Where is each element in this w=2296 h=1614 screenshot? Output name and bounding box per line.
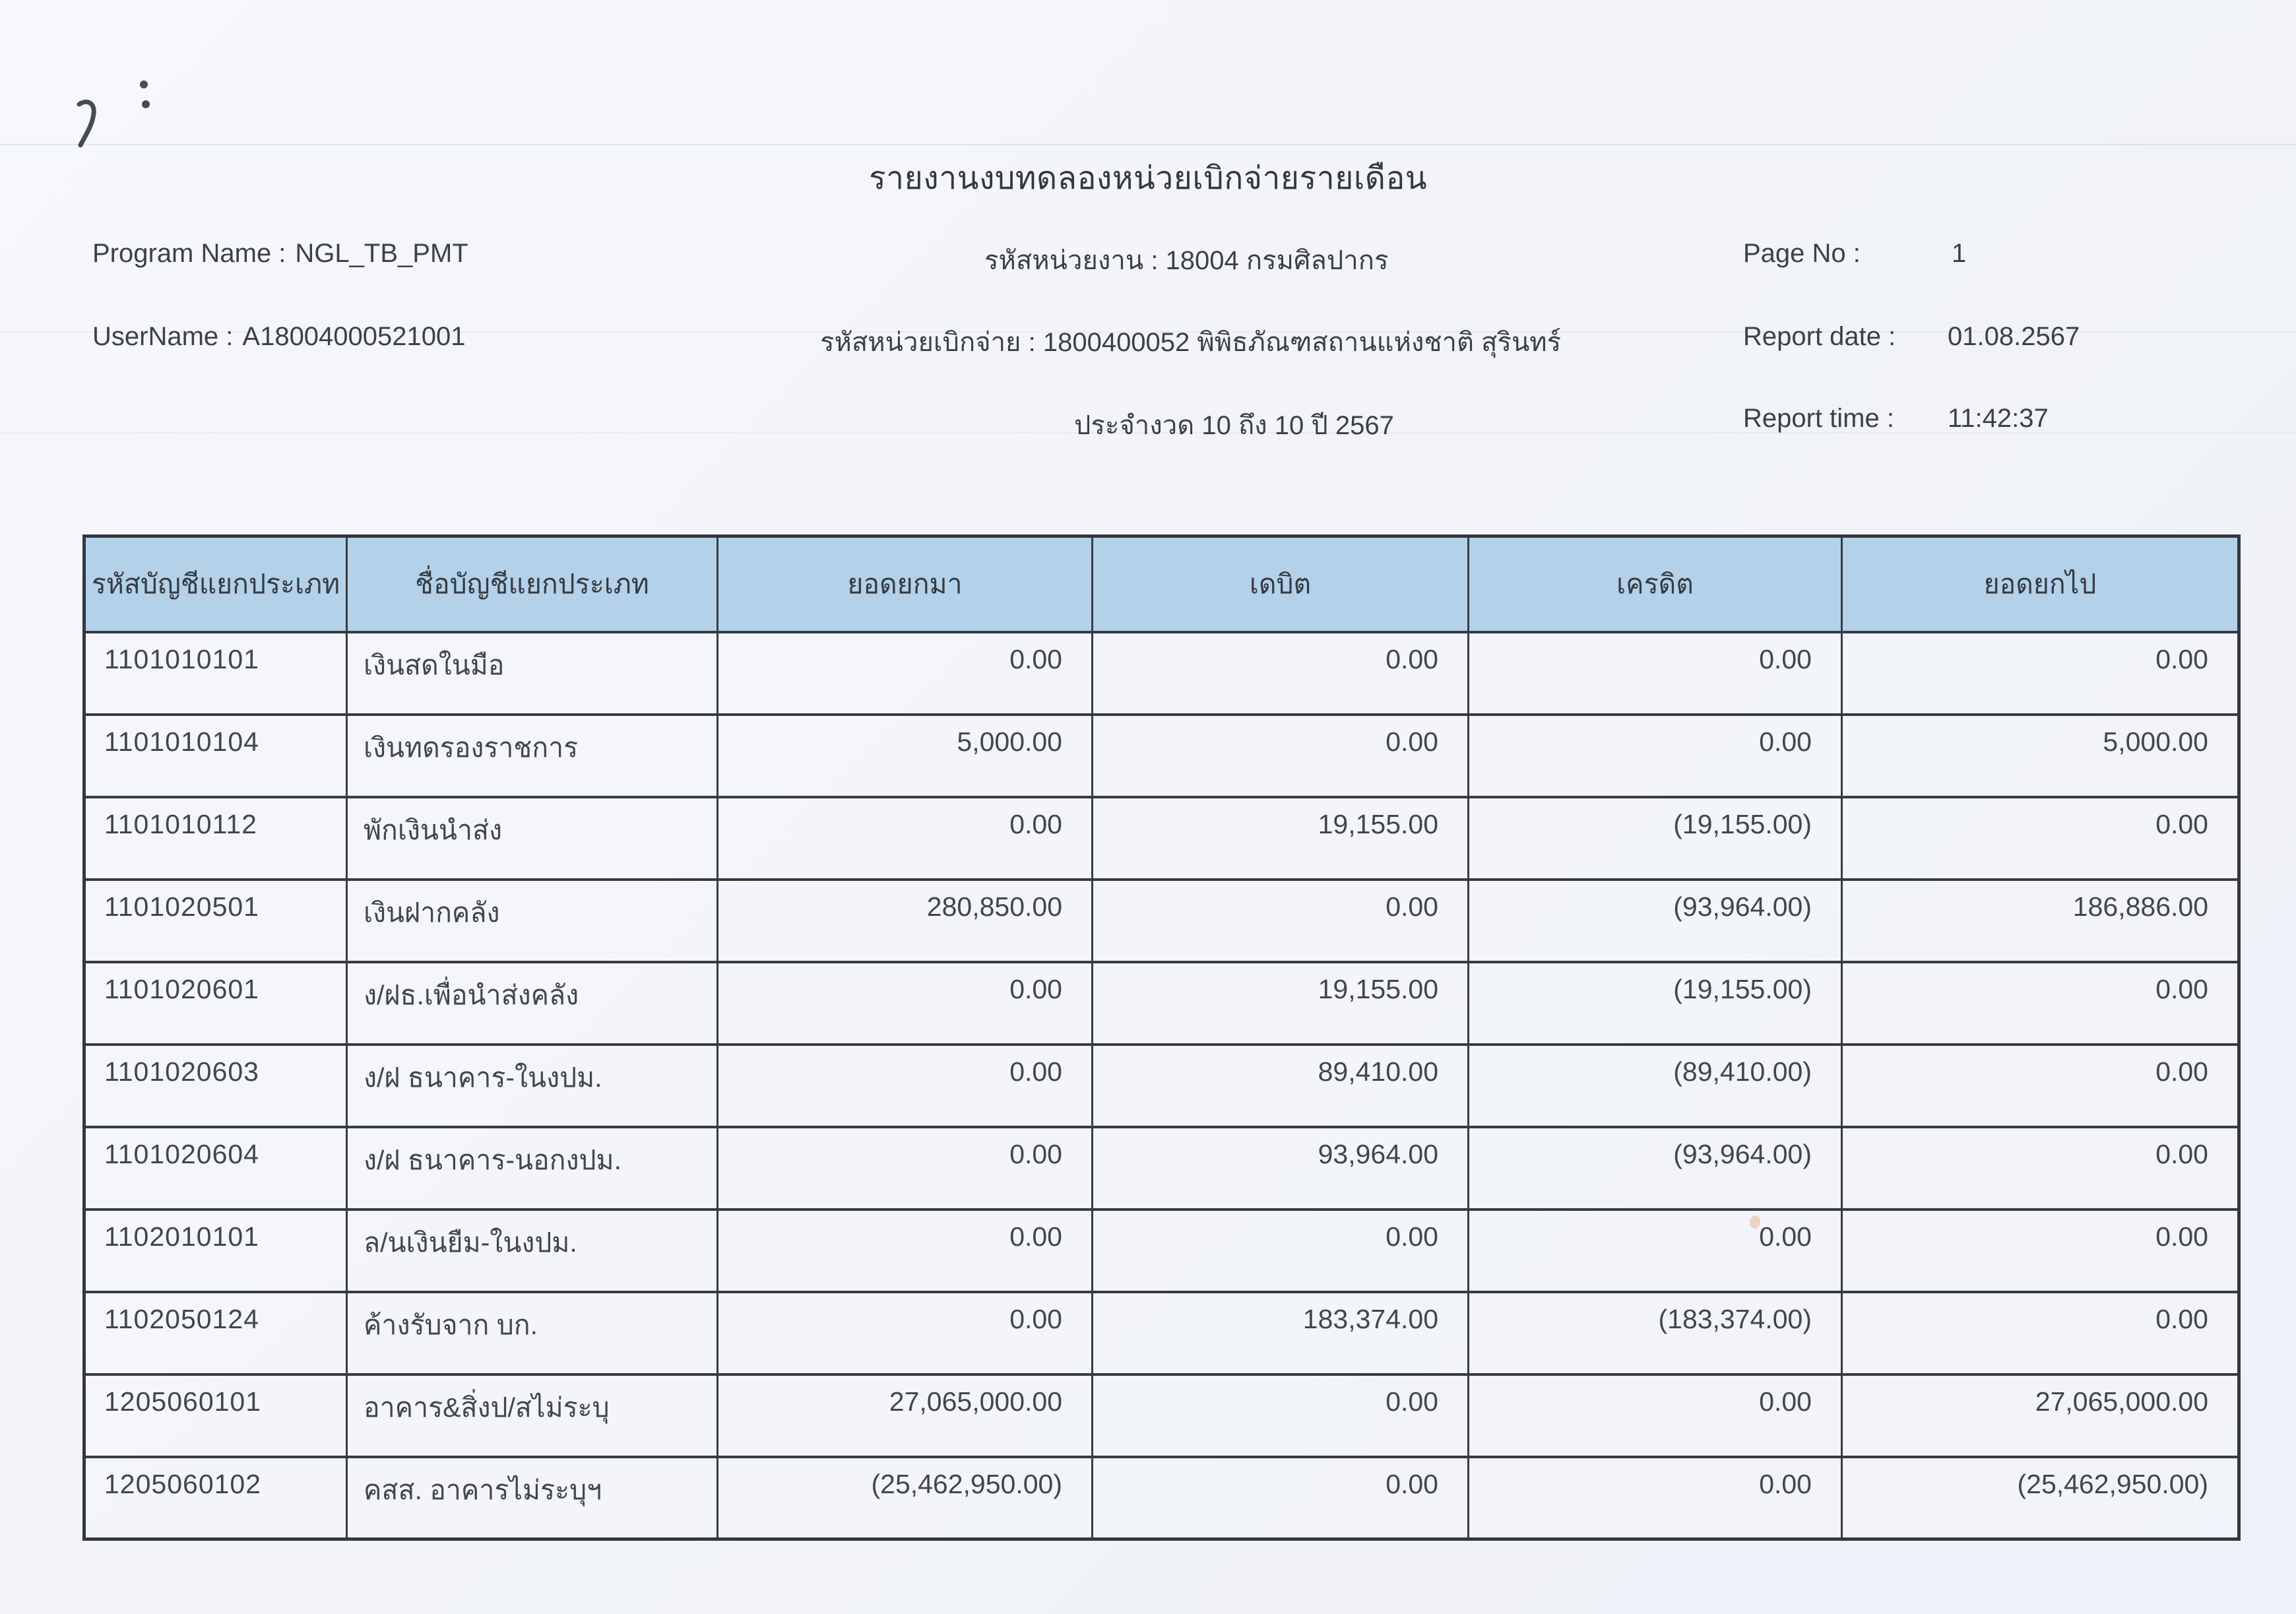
table-row: [84, 1045, 2239, 1127]
account-code-cell: 1101020604: [84, 1127, 347, 1210]
credit-cell: 0.00: [1469, 1210, 1842, 1292]
debit-cell: 183,374.00: [1093, 1292, 1469, 1374]
carried-forward-cell: 0.00: [1842, 632, 2239, 715]
report-date-label: Report date :: [1743, 322, 1896, 351]
brought-forward-cell: (25,462,950.00): [718, 1457, 1093, 1539]
credit-cell: 0.00: [1469, 715, 1842, 797]
username-line: [92, 322, 466, 352]
program-name-value: NGL_TB_PMT: [295, 239, 468, 268]
account-name-cell: เงินฝากคลัง: [347, 880, 718, 962]
page-no-value: 1: [1952, 239, 1967, 268]
table-row: [84, 880, 2239, 962]
carried-forward-cell: 0.00: [1842, 797, 2239, 880]
col-header-account-name: ชื่อบัญชีแยกประเภท: [347, 536, 718, 632]
brought-forward-cell: 0.00: [718, 962, 1093, 1045]
account-name-cell: อาคาร&สิ่งป/สไม่ระบุ: [347, 1374, 718, 1457]
table-row: [84, 1127, 2239, 1210]
account-code-cell: 1101020501: [84, 880, 347, 962]
table-row: [84, 1457, 2239, 1539]
debit-cell: 0.00: [1093, 880, 1469, 962]
account-code-cell: 1101010101: [84, 632, 347, 715]
debit-cell: 19,155.00: [1093, 962, 1469, 1045]
report-time-label: Report time :: [1743, 404, 1894, 433]
brought-forward-cell: 0.00: [718, 797, 1093, 880]
brought-forward-cell: 0.00: [718, 632, 1093, 715]
scan-artifact-line: [0, 144, 2296, 145]
table-row: [84, 962, 2239, 1045]
credit-cell: (19,155.00): [1469, 797, 1842, 880]
brought-forward-cell: 27,065,000.00: [718, 1374, 1093, 1457]
table-row: [84, 715, 2239, 797]
carried-forward-cell: 0.00: [1842, 1045, 2239, 1127]
brought-forward-cell: 280,850.00: [718, 880, 1093, 962]
debit-cell: 0.00: [1093, 1374, 1469, 1457]
carried-forward-cell: 27,065,000.00: [1842, 1374, 2239, 1457]
debit-cell: 0.00: [1093, 715, 1469, 797]
account-code-cell: 1101010112: [84, 797, 347, 880]
debit-cell: 93,964.00: [1093, 1127, 1469, 1210]
credit-cell: (89,410.00): [1469, 1045, 1842, 1127]
credit-cell: 0.00: [1469, 632, 1842, 715]
program-name-line: [92, 239, 468, 269]
col-header-debit: เดบิต: [1093, 536, 1469, 632]
program-name-label: Program Name :: [92, 239, 286, 268]
debit-cell: 0.00: [1093, 632, 1469, 715]
col-header-account-code: รหัสบัญชีแยกประเภท: [84, 536, 347, 632]
carried-forward-cell: 0.00: [1842, 962, 2239, 1045]
account-code-cell: 1102010101: [84, 1210, 347, 1292]
debit-cell: 0.00: [1093, 1457, 1469, 1539]
username-value: A18004000521001: [242, 322, 466, 351]
agency-code-line: รหัสหน่วยงาน : 18004 กรมศิลปากร: [984, 246, 1389, 275]
account-name-cell: ง/ฝ ธนาคาร-นอกงปม.: [347, 1127, 718, 1210]
account-code-cell: 1205060101: [84, 1374, 347, 1457]
account-name-cell: ล/นเงินยืม-ในงปม.: [347, 1210, 718, 1292]
col-header-credit: เครดิต: [1469, 536, 1842, 632]
account-name-cell: คสส. อาคารไม่ระบุฯ: [347, 1457, 718, 1539]
report-time-value: 11:42:37: [1948, 404, 2049, 433]
account-name-cell: ง/ฝธ.เพื่อนำส่งคลัง: [347, 962, 718, 1045]
credit-cell: (93,964.00): [1469, 880, 1842, 962]
table-row: [84, 1374, 2239, 1457]
table-body: [84, 632, 2239, 1539]
table-header-row: [84, 536, 2239, 632]
brought-forward-cell: 0.00: [718, 1292, 1093, 1374]
credit-cell: (183,374.00): [1469, 1292, 1842, 1374]
carried-forward-cell: (25,462,950.00): [1842, 1457, 2239, 1539]
table-row: [84, 797, 2239, 880]
credit-cell: 0.00: [1469, 1457, 1842, 1539]
table-row: [84, 1292, 2239, 1374]
report-date-value: 01.08.2567: [1948, 322, 2080, 351]
carried-forward-cell: 0.00: [1842, 1292, 2239, 1374]
brought-forward-cell: 0.00: [718, 1127, 1093, 1210]
carried-forward-cell: 0.00: [1842, 1210, 2239, 1292]
col-header-carried-forward: ยอดยกไป: [1842, 536, 2239, 632]
brought-forward-cell: 5,000.00: [718, 715, 1093, 797]
account-name-cell: พักเงินนำส่ง: [347, 797, 718, 880]
credit-cell: (19,155.00): [1469, 962, 1842, 1045]
username-label: UserName :: [92, 322, 234, 351]
account-name-cell: เงินทดรองราชการ: [347, 715, 718, 797]
account-name-cell: ง/ฝ ธนาคาร-ในงปม.: [347, 1045, 718, 1127]
report-title: รายงานงบทดลองหน่วยเบิกจ่ายรายเดือน: [868, 161, 1428, 196]
credit-cell: 0.00: [1469, 1374, 1842, 1457]
account-name-cell: ค้างรับจาก บก.: [347, 1292, 718, 1374]
table-row: [84, 1210, 2239, 1292]
account-code-cell: 1205060102: [84, 1457, 347, 1539]
period-line: ประจำงวด 10 ถึง 10 ปี 2567: [1074, 411, 1394, 440]
page-no-label: Page No :: [1743, 239, 1861, 268]
disbursement-unit-line: รหัสหน่วยเบิกจ่าย : 1800400052 พิพิธภัณฑสถานแห่งชาติ สุรินทร์: [820, 328, 1562, 357]
carried-forward-cell: 186,886.00: [1842, 880, 2239, 962]
carried-forward-cell: 0.00: [1842, 1127, 2239, 1210]
credit-cell: (93,964.00): [1469, 1127, 1842, 1210]
brought-forward-cell: 0.00: [718, 1210, 1093, 1292]
trial-balance-table: [82, 534, 2241, 1541]
account-code-cell: 1101010104: [84, 715, 347, 797]
brought-forward-cell: 0.00: [718, 1045, 1093, 1127]
table-row: [84, 632, 2239, 715]
account-code-cell: 1101020601: [84, 962, 347, 1045]
debit-cell: 0.00: [1093, 1210, 1469, 1292]
debit-cell: 19,155.00: [1093, 797, 1469, 880]
pen-mark: [61, 66, 186, 165]
carried-forward-cell: 5,000.00: [1842, 715, 2239, 797]
account-code-cell: 1102050124: [84, 1292, 347, 1374]
account-code-cell: 1101020603: [84, 1045, 347, 1127]
debit-cell: 89,410.00: [1093, 1045, 1469, 1127]
account-name-cell: เงินสดในมือ: [347, 632, 718, 715]
col-header-brought-forward: ยอดยกมา: [718, 536, 1093, 632]
